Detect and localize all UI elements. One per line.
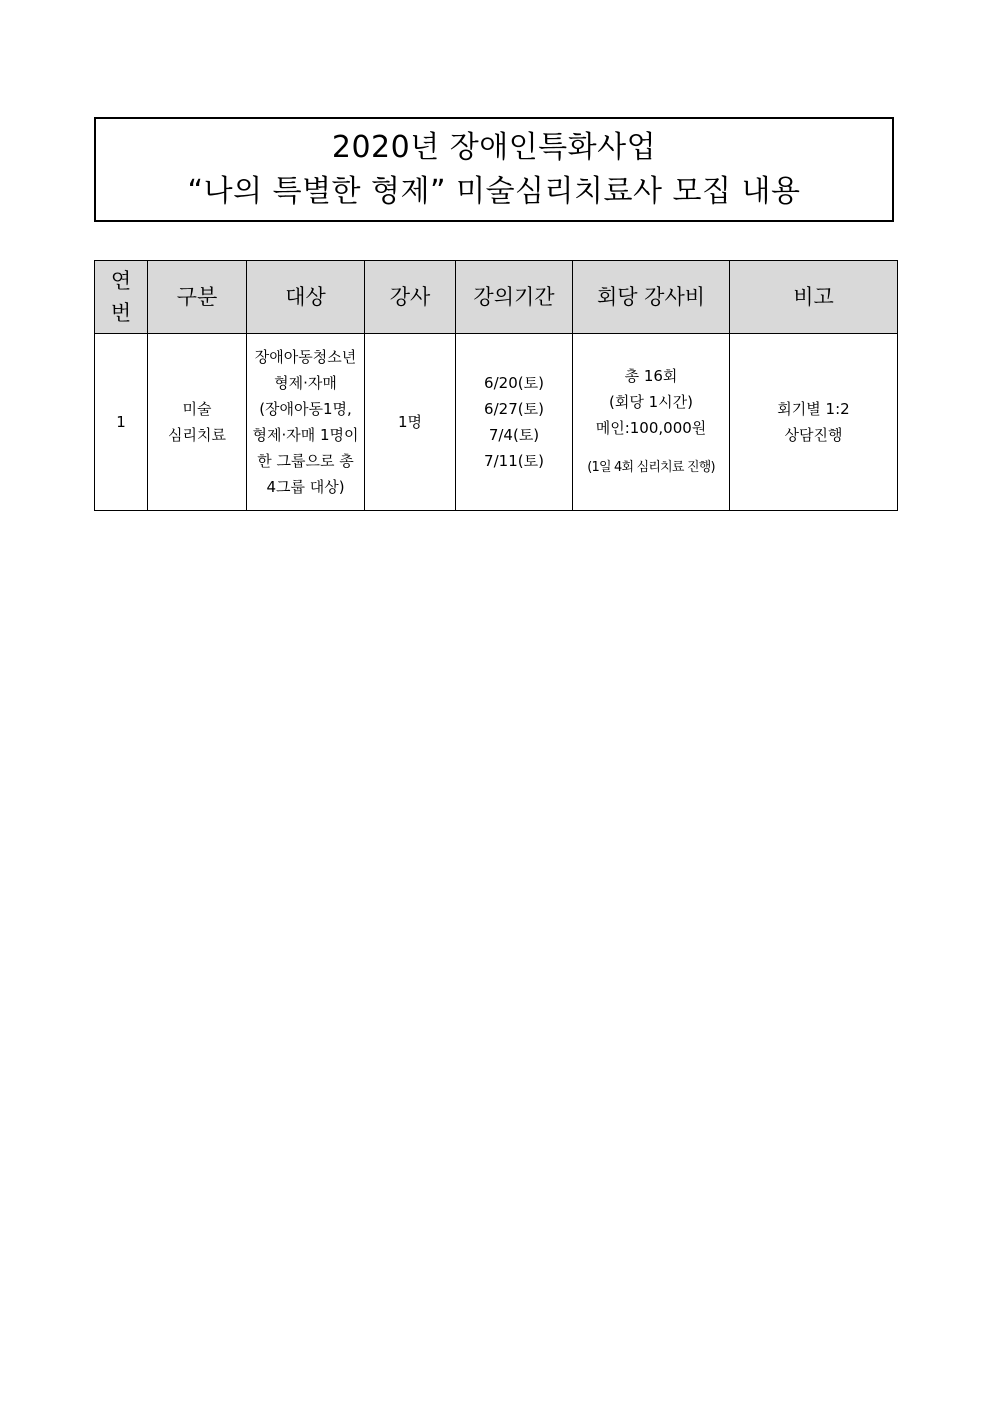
cell-period-line: 7/4(토) bbox=[488, 426, 540, 444]
recruitment-table bbox=[94, 260, 898, 511]
cell-fee-line: (회당 1시간) bbox=[609, 393, 693, 411]
title-line-2: “나의 특별한 형제” 미술심리치료사 모집 내용 bbox=[187, 173, 801, 209]
cell-target-line: (장애아동1명, bbox=[259, 400, 352, 418]
cell-note-line: 상담진행 bbox=[784, 426, 843, 444]
cell-target-line: 장애아동청소년 bbox=[254, 348, 357, 366]
cell-category bbox=[148, 334, 247, 511]
cell-instructor: 1명 bbox=[365, 334, 456, 511]
header-note: 비고 bbox=[730, 261, 898, 334]
cell-category-line: 심리치료 bbox=[168, 426, 226, 444]
cell-fee-note: (1일 4회 심리치료 진행) bbox=[587, 460, 715, 475]
title-line-1: 2020년 장애인특화사업 bbox=[331, 129, 657, 165]
cell-fee-line: 총 16회 bbox=[624, 367, 678, 385]
header-no-line2: 번 bbox=[110, 301, 132, 325]
header-no-line1: 연 bbox=[110, 269, 132, 293]
cell-fee-line: 메인:100,000원 bbox=[595, 419, 707, 437]
header-instructor: 강사 bbox=[365, 261, 456, 334]
header-target: 대상 bbox=[247, 261, 365, 334]
title-box bbox=[94, 117, 894, 222]
header-fee: 회당 강사비 bbox=[573, 261, 730, 334]
cell-target bbox=[247, 334, 365, 511]
cell-period-line: 6/20(토) bbox=[484, 374, 544, 392]
cell-target-line: 한 그룹으로 총 bbox=[257, 452, 354, 470]
cell-category-line: 미술 bbox=[182, 400, 212, 418]
table-header-row bbox=[95, 261, 898, 334]
cell-note bbox=[730, 334, 898, 511]
cell-period bbox=[456, 334, 573, 511]
header-no bbox=[95, 261, 148, 334]
cell-fee bbox=[573, 334, 730, 511]
cell-target-line: 4그룹 대상) bbox=[266, 478, 345, 496]
header-category: 구분 bbox=[148, 261, 247, 334]
header-period: 강의기간 bbox=[456, 261, 573, 334]
cell-no: 1 bbox=[95, 334, 148, 511]
cell-period-line: 7/11(토) bbox=[484, 452, 544, 470]
cell-period-line: 6/27(토) bbox=[484, 400, 544, 418]
cell-fee-spacer bbox=[573, 441, 729, 455]
cell-target-line: 형제·자매 1명이 bbox=[252, 426, 359, 444]
table-row bbox=[95, 334, 898, 511]
cell-target-line: 형제·자매 bbox=[274, 374, 337, 392]
cell-note-line: 회기별 1:2 bbox=[777, 400, 850, 418]
